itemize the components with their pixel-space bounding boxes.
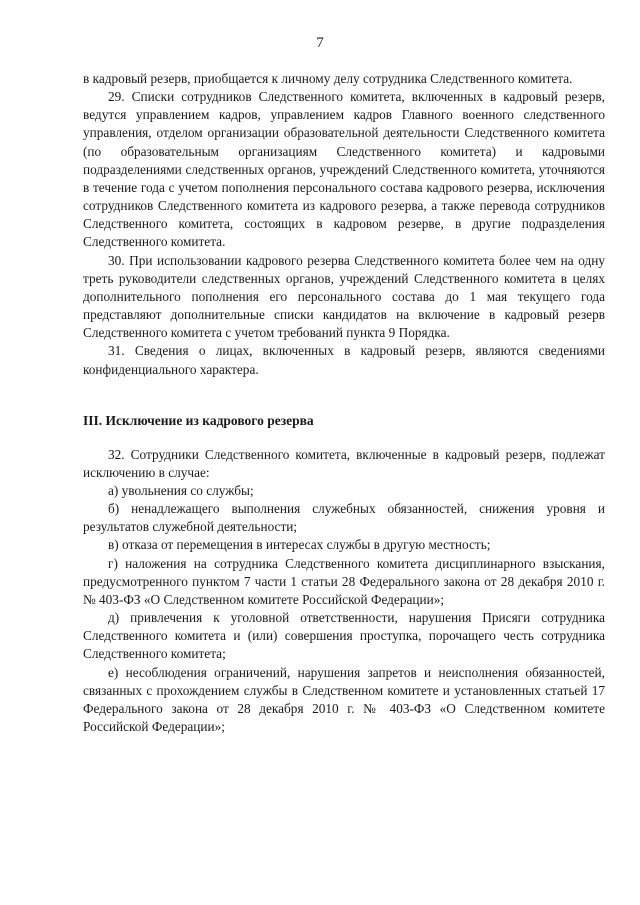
list-item-v: в) отказа от перемещения в интересах службы в другую местность; (108, 537, 491, 553)
paragraph-29: 29. Списки сотрудников Следственного комитета, включенных в кадровый резерв, ведутся управлением кадров, управлением кадров Главного военного следственного управления, отделом организации образовательной деятельности Следственного комитета (по образовательным организациям Следственного комитета) и кадровыми подразделениями следственных органов, учреждений Следственного комитета, уточняются в течение года с учетом пополнения персонального состава кадрового резерва, исключения сотрудников Следственного комитета из кадрового резерва, а также перевода сотрудников Следственного комитета, состоящих в кадровом резерве, в другие подразделения Следственного комитета. (83, 89, 605, 250)
list-item-e: е) несоблюдения ограничений, нарушения запретов и неисполнения обязанностей, связанных с прохождением службы в Следственном комитете и установленных статьей 17 Федерального закона от 28 декабря 2010 г. № 403-ФЗ «О Следственном комитете Российской Федерации»; (83, 664, 605, 734)
page-number: 7 (316, 35, 324, 51)
list-item-a: а) увольнения со службы; (108, 482, 254, 498)
paragraph-32: 32. Сотрудники Следственного комитета, включенные в кадровый резерв, подлежат исключению в случае: (83, 446, 605, 480)
document-body (83, 70, 605, 736)
list-item-d: д) привлечения к уголовной ответственности, нарушения Присяги сотрудника Следственного комитета и (или) совершения проступка, порочащего честь сотрудника Следственного комитета; (83, 610, 605, 662)
list-item-g: г) наложения на сотрудника Следственного комитета дисциплинарного взыскания, предусмотренного пунктом 7 части 1 статьи 28 Федерального закона от 28 декабря 2010 г. № 403-ФЗ «О Следственном комитете Российской Федерации»; (83, 555, 605, 607)
list-item-b: б) ненадлежащего выполнения служебных обязанностей, снижения уровня и результатов служебной деятельности; (83, 501, 605, 535)
spacer (83, 430, 605, 446)
paragraph-30: 30. При использовании кадрового резерва Следственного комитета более чем на одну треть руководители следственных органов, учреждений Следственного комитета в целях дополнительного пополнения его персонального состава до 1 мая текущего года представляют дополнительные списки кандидатов на включение в кадровый резерв Следственного комитета с учетом требований пункта 9 Порядка. (83, 252, 605, 341)
paragraph-continuation: в кадровый резерв, приобщается к личному делу сотрудника Следственного комитета. (83, 71, 573, 86)
section-heading: III. Исключение из кадрового резерва (83, 412, 314, 428)
paragraph-31: 31. Сведения о лицах, включенных в кадровый резерв, являются сведениями конфиденциального характера. (83, 343, 605, 377)
spacer (83, 379, 605, 412)
